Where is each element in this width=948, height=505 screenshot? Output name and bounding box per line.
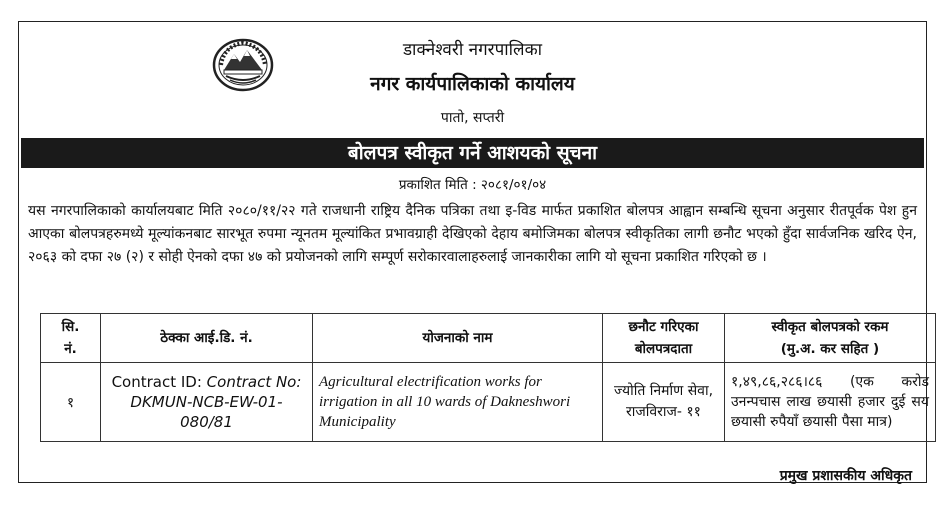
signatory-title: प्रमुख प्रशासकीय अधिकृत <box>779 468 912 484</box>
notice-frame <box>18 21 927 483</box>
header-project-name: योजनाको नाम <box>313 314 603 363</box>
office-name: नगर कार्यपालिकाको कार्यालय <box>370 73 575 95</box>
municipality-name: डाक्नेश्वरी नगरपालिका <box>402 40 543 60</box>
bidder-name: ज्योति निर्माण सेवा, <box>613 383 714 399</box>
header-sn-line1: सि. <box>61 319 80 335</box>
bidder-address: राजविराज- ११ <box>626 404 701 420</box>
published-date: प्रकाशित मिति : २०८१/०१/०४ <box>398 177 547 193</box>
header-amount <box>725 314 936 363</box>
table-header-row <box>41 314 936 363</box>
notice-title: बोलपत्र स्वीकृत गर्ने आशयको सूचना <box>21 138 924 168</box>
contract-id-label: Contract ID: <box>111 373 202 391</box>
cell-sn: १ <box>41 363 101 442</box>
notice-body: यस नगरपालिकाको कार्यालयबाट मिति २०८०/११/२२ गते राजधानी राष्ट्रिय दैनिक पत्रिका तथा इ-विड मार्फत प्रकाशित बोलपत्र आह्वान सम्बन्धि सूचना अनुसार रीतपूर्वक पेश हुन आएका बोलपत्रहरुमध्ये मूल्यांकनबाट सारभूत रुपमा न्यूनतम मूल्यांकित प्रभावग्राही देखिएको देहाय बमोजिमका बोलपत्र स्वीकृतिका लागी छनौट भएको हुँदा सार्वजनिक खरिद ऐन, २०६३ को दफा २७ (२) र सोही ऐनको दफा ४७ को प्रयोजनको लागि सम्पूर्ण सरोकारवालाहरुलाई जानकारीका लागि यो सूचना प्रकाशित गरिएको छ । <box>28 203 917 265</box>
cell-contract-id <box>101 363 313 442</box>
header-amount-line2: (मु.अ. कर सहित ) <box>780 341 880 357</box>
header-amount-line1: स्वीकृत बोलपत्रको रकम <box>771 319 889 335</box>
header-bidder-line2: बोलपत्रदाता <box>634 341 693 357</box>
cell-bidder <box>603 363 725 442</box>
office-address: पातो, सप्तरी <box>440 110 505 126</box>
contract-id-value: Contract No: DKMUN-NCB-EW-01-080/81 <box>130 373 302 431</box>
header-contract-id: ठेक्का आई.डि. नं. <box>101 314 313 363</box>
header-bidder-line1: छनौट गरिएका <box>628 319 699 335</box>
header-sn <box>41 314 101 363</box>
cell-amount: १,४९,८६,२८६।८६ (एक करोड उनन्पचास लाख छयासी हजार दुई सय छयासी रुपैयाँ छयासी पैसा मात्र) <box>725 363 936 442</box>
cell-project-name: Agricultural electrification works for irrigation in all 10 wards of Dakneshwori Municipality <box>313 363 603 442</box>
header-bidder <box>603 314 725 363</box>
award-table <box>40 313 935 442</box>
table-row <box>41 363 936 442</box>
header-sn-line2: नं. <box>64 341 77 357</box>
